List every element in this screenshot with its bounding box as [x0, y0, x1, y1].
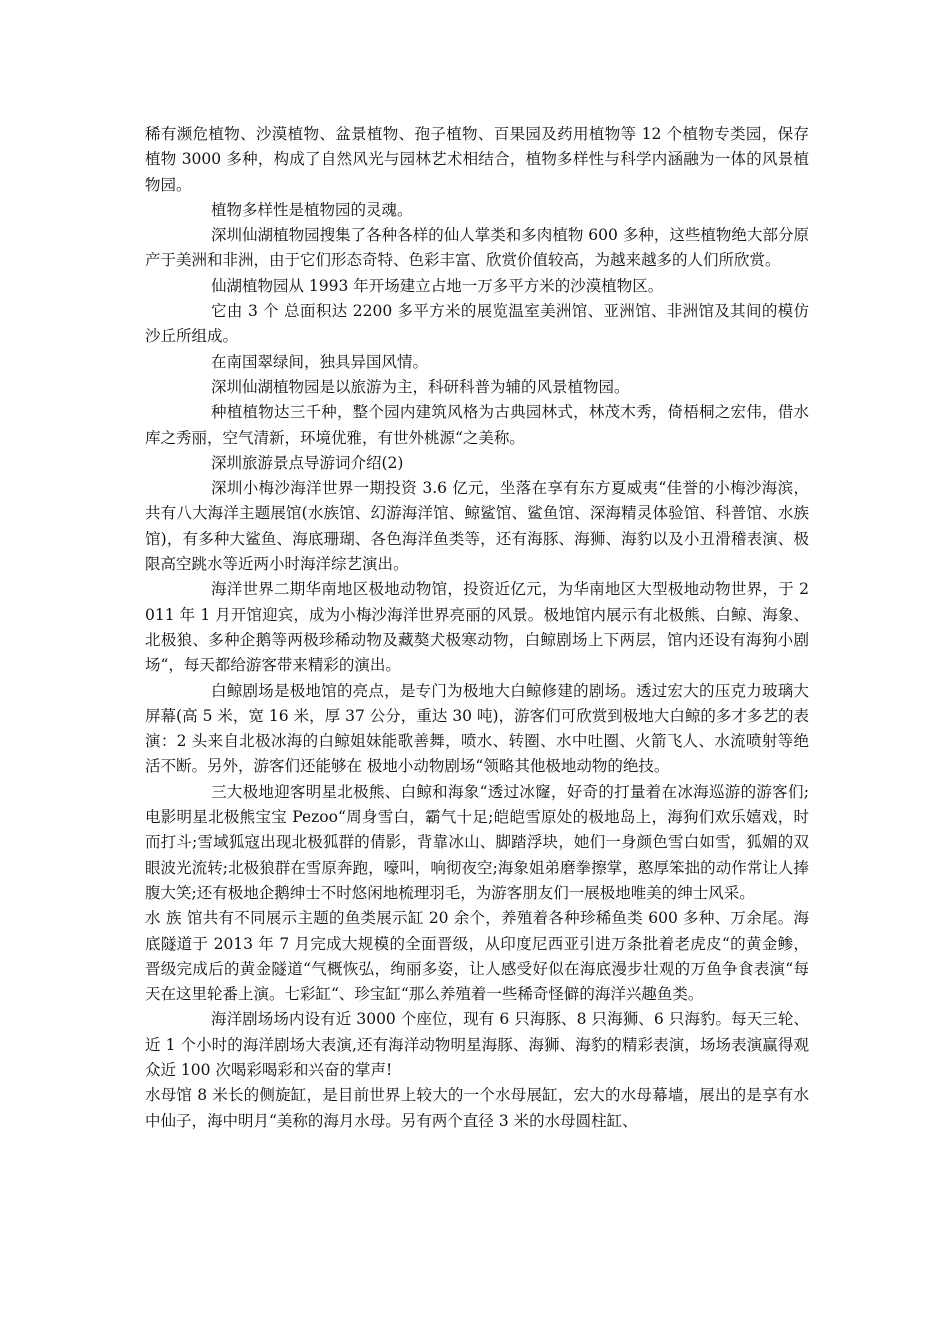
- paragraph: 仙湖植物园从 1993 年开场建立占地一万多平方米的沙漠植物区。: [211, 276, 664, 295]
- paragraph: 稀有濒危植物、沙漠植物、盆景植物、孢子植物、百果园及药用植物等 12 个植物专类园，保存植物 3000 多种，构成了自然风光与园林艺术相结合，植物多样性与科学内涵融为一体的风景植物园。: [145, 125, 809, 194]
- paragraph: 深圳小梅沙海洋世界一期投资 3.6 亿元，坐落在享有东方夏威夷“佳誉的小梅沙海滨，共有八大海洋主题展馆(水族馆、幻游海洋馆、鲸鲨馆、鲨鱼馆、深海精灵体验馆、科普馆、水族馆)，有多种大鲨鱼、海底珊瑚、各色海洋鱼类等，还有海豚、海狮、海豹以及小丑滑稽表演、极限高空跳水等近两小时海洋综艺演出。: [145, 479, 809, 574]
- paragraph: 植物多样性是植物园的灵魂。: [211, 200, 413, 219]
- paragraph: 白鲸剧场是极地馆的亮点，是专门为极地大白鲸修建的剧场。透过宏大的压克力玻璃大屏幕(高 5 米，宽 16 米，厚 37 公分，重达 30 吨)，游客们可欣赏到极地大白鲸的多才多艺的表演：2 头来自北极冰海的白鲸姐妹能歌善舞，喷水、转圈、水中吐圈、火箭飞人、水流喷射等绝活不断。另外，游客们还能够在 极地小动物剧场“领略其他极地动物的绝技。: [145, 681, 809, 776]
- paragraph: 种植植物达三千种，整个园内建筑风格为古典园林式，林茂木秀，倚梧桐之宏伟，借水库之秀丽，空气清新，环境优雅，有世外桃源“之美称。: [145, 403, 809, 447]
- paragraph: 水母馆 8 米长的侧旋缸，是目前世界上较大的一个水母展缸，宏大的水母幕墙，展出的是享有水中仙子，海中明月“美称的海月水母。另有两个直径 3 米的水母圆柱缸、: [145, 1086, 809, 1130]
- paragraph: 水 族 馆共有不同展示主题的鱼类展示缸 20 余个，养殖着各种珍稀鱼类 600 多种、万余尾。海底隧道于 2013 年 7 月完成大规模的全面晋级，从印度尼西亚引进万条批着老虎皮“的黄金鲹，晋级完成后的黄金隧道“气概恢弘，绚丽多姿，让人感受好似在海底漫步壮观的万鱼争食表演“每天在这里轮番上演。七彩缸“、珍宝缸“那么养殖着一些稀奇怪僻的海洋兴趣鱼类。: [145, 909, 809, 1004]
- paragraph: 三大极地迎客明星北极熊、白鲸和海象“透过冰窿，好奇的打量着在冰海巡游的游客们;电影明星北极熊宝宝 Pezoo“周身雪白，霸气十足;皑皑雪原处的极地岛上，海狗们欢乐嬉戏，时而打斗;雪域狐寇出现北极狐群的倩影，背靠冰山、脚踏浮块，她们一身颜色雪白如雪，狐媚的双眼波光流转;北极狼群在雪原奔跑，嚎叫，响彻夜空;海象姐弟磨拳擦掌，憨厚笨拙的动作常让人捧腹大笑;还有极地企鹅绅士不时悠闲地梳理羽毛，为游客朋友们一展极地唯美的绅士风采。: [145, 782, 809, 902]
- paragraph: 海洋剧场场内设有近 3000 个座位，现有 6 只海豚、8 只海狮、6 只海豹。每天三轮、近 1 个小时的海洋剧场大表演,还有海洋动物明星海豚、海狮、海豹的精彩表演，场场表演赢得观众近 100 次喝彩喝彩和兴奋的掌声!: [145, 1010, 809, 1079]
- paragraph: 深圳仙湖植物园搜集了各种各样的仙人掌类和多肉植物 600 多种，这些植物绝大部分原产于美洲和非洲，由于它们形态奇特、色彩丰富、欣赏价值较高，为越来越多的人们所欣赏。: [145, 226, 809, 270]
- paragraph: 它由 3 个 总面积达 2200 多平方米的展览温室美洲馆、亚洲馆、非洲馆及其间的模仿沙丘所组成。: [145, 302, 809, 346]
- paragraph: 深圳仙湖植物园是以旅游为主，科研科普为辅的风景植物园。: [211, 377, 630, 396]
- paragraph: 在南国翠绿间，独具异国风情。: [211, 352, 429, 371]
- document-body: [145, 122, 809, 1134]
- paragraph: 海洋世界二期华南地区极地动物馆，投资近亿元，为华南地区大型极地动物世界，于 2011 年 1 月开馆迎宾，成为小梅沙海洋世界亮丽的风景。极地馆内展示有北极熊、白鲸、海象、北极狼、多种企鹅等两极珍稀动物及藏獒犬极寒动物，白鲸剧场上下两层，馆内还设有海狗小剧场“，每天都给游客带来精彩的演出。: [145, 580, 809, 675]
- section-heading: 深圳旅游景点导游词介绍(2): [211, 453, 404, 472]
